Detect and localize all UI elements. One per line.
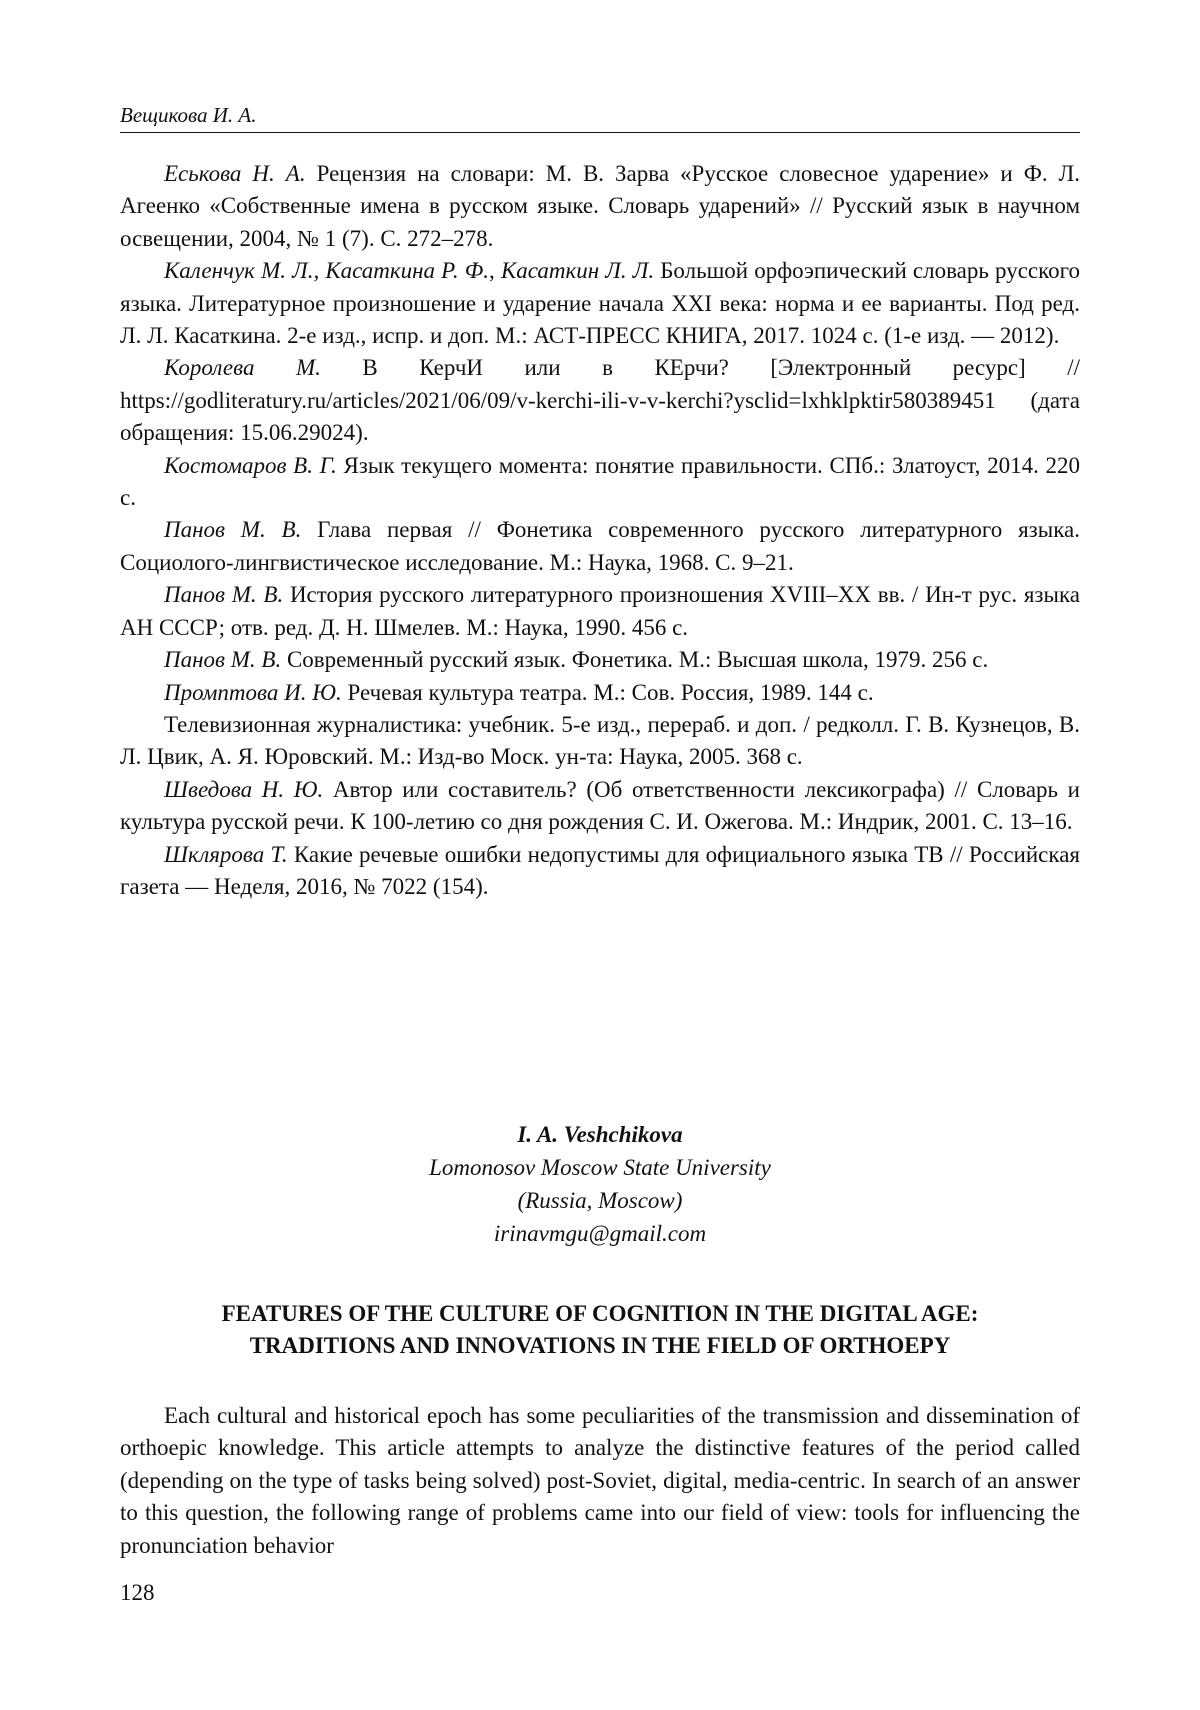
reference-author: Шведова Н. Ю.: [164, 776, 324, 802]
reference-text: Телевизионная журналистика: учебник. 5-е изд., перераб. и доп. / редколл. Г. В. Кузнецов, В. Л. Цвик, А. Я. Юровский. М.: Изд-во Моск. ун-та: Наука, 2005. 368 с.: [120, 711, 1080, 770]
author-name: I. A. Veshchikova: [517, 1122, 683, 1147]
reference-text: Рецензия на словари: М. В. Зарва «Русское словесное ударение» и Ф. Л. Агеенко «Собственные имена в русском языке. Словарь ударений» // Русский язык в научном освещении, 2004, № 1 (7). С. 272–278.: [120, 161, 1080, 251]
reference-author: Промптова И. Ю.: [164, 679, 342, 705]
reference-text: Большой орфоэпический словарь русского языка. Литературное произношение и ударение начала XXI века: норма и ее варианты. Под ред. Л. Л. Касаткина. 2-е изд., испр. и доп. М.: АСТ-ПРЕСС КНИГА, 2017. 1024 с. (1-е изд. — 2012).: [120, 258, 1080, 349]
reference-item: [120, 158, 1080, 255]
reference-text: Современный русский язык. Фонетика. М.: Высшая школа, 1979. 256 с.: [281, 647, 989, 673]
reference-item: [120, 255, 1080, 352]
author-email: irinavmgu@gmail.com: [493, 1221, 707, 1246]
author-block: [120, 1118, 1080, 1250]
title-line: FEATURES OF THE CULTURE OF COGNITION IN THE DIGITAL AGE:: [221, 1301, 979, 1326]
reference-author: Шклярова Т.: [164, 841, 288, 867]
reference-author: Костомаров В. Г.: [164, 452, 337, 478]
reference-item: [120, 352, 1080, 449]
reference-author: Панов М. В.: [164, 517, 302, 543]
author-location: (Russia, Moscow): [517, 1188, 683, 1213]
reference-text: В КерчИ или в КЕрчи? [Электронный ресурс] // https://godliteratury.ru/articles/2021/06/09/v-kerchi-ili-v-v-kerchi?ysclid=lxhklpktir580389451 (дата обращения: 15.06.29024).: [120, 355, 1080, 446]
reference-text: Какие речевые ошибки недопустимы для официального языка ТВ // Российская газета — Неделя, 2016, № 7022 (154).: [120, 841, 1080, 899]
reference-item: [120, 450, 1080, 515]
reference-item: [120, 644, 1080, 676]
abstract-paragraph: Each cultural and historical epoch has some peculiarities of the transmission and dissemination of orthoepic knowledge. This article attempts to analyze the distinctive features of the period called (depending on the type of tasks being solved) post-Soviet, digital, media-centric. In search of an answer to this question, the following range of problems came into our field of view: tools for influencing the pronunciation behavior: [120, 1403, 1080, 1558]
reference-text: История русского литературного произношения XVIII–XX вв. / Ин-т рус. языка АН СССР; отв. ред. Д. Н. Шмелев. М.: Наука, 1990. 456 с.: [120, 582, 1080, 640]
reference-item: [120, 709, 1080, 774]
reference-text: Автор или составитель? (Об ответственности лексикографа) // Словарь и культура русской речи. К 100-летию со дня рождения С. И. Ожегова. М.: Индрик, 2001. С. 13–16.: [120, 776, 1080, 835]
document-page: [120, 0, 1080, 1710]
article-title: [120, 1298, 1080, 1362]
page-number: 128: [120, 1580, 155, 1605]
reference-author: Панов М. В.: [164, 582, 284, 608]
reference-text: Речевая культура театра. М.: Сов. Россия, 1989. 144 с.: [341, 679, 874, 705]
reference-author: Каленчук М. Л., Касаткина Р. Ф., Касаткин Л. Л.: [164, 258, 655, 284]
reference-item: [120, 514, 1080, 579]
running-head: Вещикова И. А.: [120, 100, 1080, 133]
reference-text: Глава первая // Фонетика современного русского литературного языка. Социолого-лингвистическое исследование. М.: Наука, 1968. С. 9–21.: [120, 517, 1080, 575]
reference-item: [120, 579, 1080, 644]
reference-item: [120, 839, 1080, 904]
title-line: TRADITIONS AND INNOVATIONS IN THE FIELD OF ORTHOEPY: [249, 1333, 951, 1358]
reference-item: [120, 774, 1080, 839]
reference-list: [120, 158, 1080, 903]
reference-text: Язык текущего момента: понятие правильности. СПб.: Златоуст, 2014. 220 с.: [120, 452, 1081, 511]
reference-author: Панов М. В.: [164, 647, 282, 673]
reference-author: Еськова Н. А.: [164, 161, 306, 186]
reference-author: Королева М.: [164, 355, 321, 381]
author-affiliation: Lomonosov Moscow State University: [429, 1155, 771, 1180]
reference-item: [120, 677, 1080, 709]
